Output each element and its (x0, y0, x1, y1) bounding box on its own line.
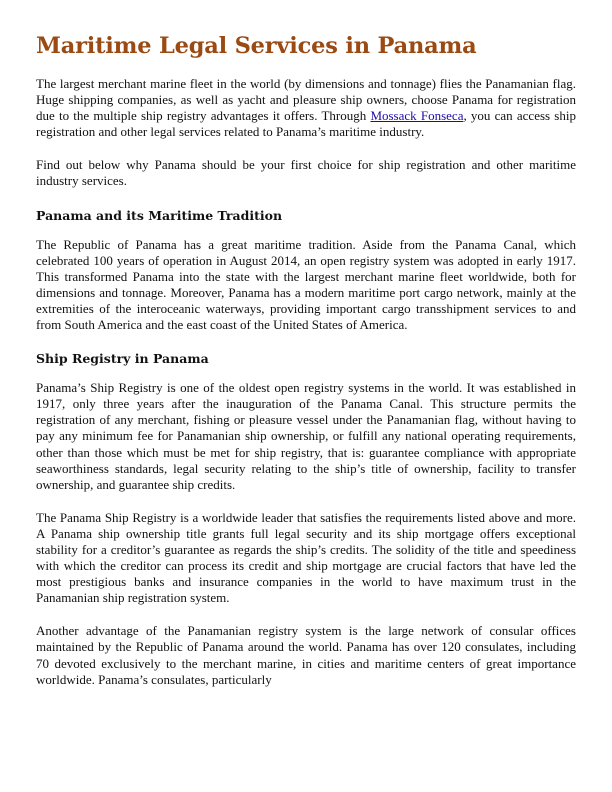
page-title: Maritime Legal Services in Panama (36, 33, 477, 59)
ship-registry-paragraph-2: The Panama Ship Registry is a worldwide leader that satisfies the requirements listed above and more. A Panama ship ownership title grants full legal security and its ship mortgage offers exceptional stability for a creditor’s guarantee as regards the ship’s credits. The solidity of the title and speediness with which the creditor can process its credit and ship mortgage are crucial factors that have led the most prestigious banks and insurance companies in the world to have maximum trust in the Panamanian ship registration system. (36, 509, 576, 606)
maritime-tradition-paragraph: The Republic of Panama has a great maritime tradition. Aside from the Panama Canal, which celebrated 100 years of operation in August 2014, an open registry system was adopted in early 1917. This transformed Panama into the state with the largest merchant marine fleet worldwide, both for dimensions and tonnage. Moreover, Panama has a modern maritime port cargo network, mainly at the extremities of the interoceanic waterways, providing important cargo transshipment services to and from South America and the east coast of the United States of America. (36, 236, 576, 333)
section-heading-maritime-tradition: Panama and its Maritime Tradition (36, 207, 283, 223)
ship-registry-paragraph-1: Panama’s Ship Registry is one of the oldest open registry systems in the world. It was established in 1917, only three years after the inauguration of the Panama Canal. This structure permits the registration of any merchant, fishing or pleasure vessel under the Panamanian flag, without having to pay any minimum fee for Panamanian ship ownership, or fulfill any national operating requirements, other than those which must be met for ship registry, that is: guarantee compliance with appropriate seaworthiness standards, legal security relating to the ship’s title of ownership, facility to transfer ownership, and guarantee ship credits. (36, 380, 576, 492)
intro-text-after: , you can access ship registration and other legal services related to Panama’s maritime industry. (36, 108, 576, 140)
mossack-fonseca-link[interactable]: Mossack Fonseca (370, 108, 464, 124)
intro-paragraph (36, 76, 576, 140)
section-heading-ship-registry: Ship Registry in Panama (36, 351, 209, 367)
intro-paragraph-2: Find out below why Panama should be your first choice for ship registration and other maritime industry services. (36, 157, 576, 189)
intro-text-before: The largest merchant marine fleet in the world (by dimensions and tonnage) flies the Panamanian flag. Huge shipping companies, as well as yacht and pleasure ship owners, choose Panama for registration due to the multiple ship registry advantages it offers. Through (36, 76, 576, 124)
document-page (36, 30, 576, 705)
ship-registry-paragraph-3: Another advantage of the Panamanian registry system is the large network of consular offices maintained by the Republic of Panama around the world. Panama has over 120 consulates, including 70 devoted exclusively to the merchant marine, in cities and maritime centers of great importance worldwide. Panama’s consulates, particularly (36, 623, 576, 687)
